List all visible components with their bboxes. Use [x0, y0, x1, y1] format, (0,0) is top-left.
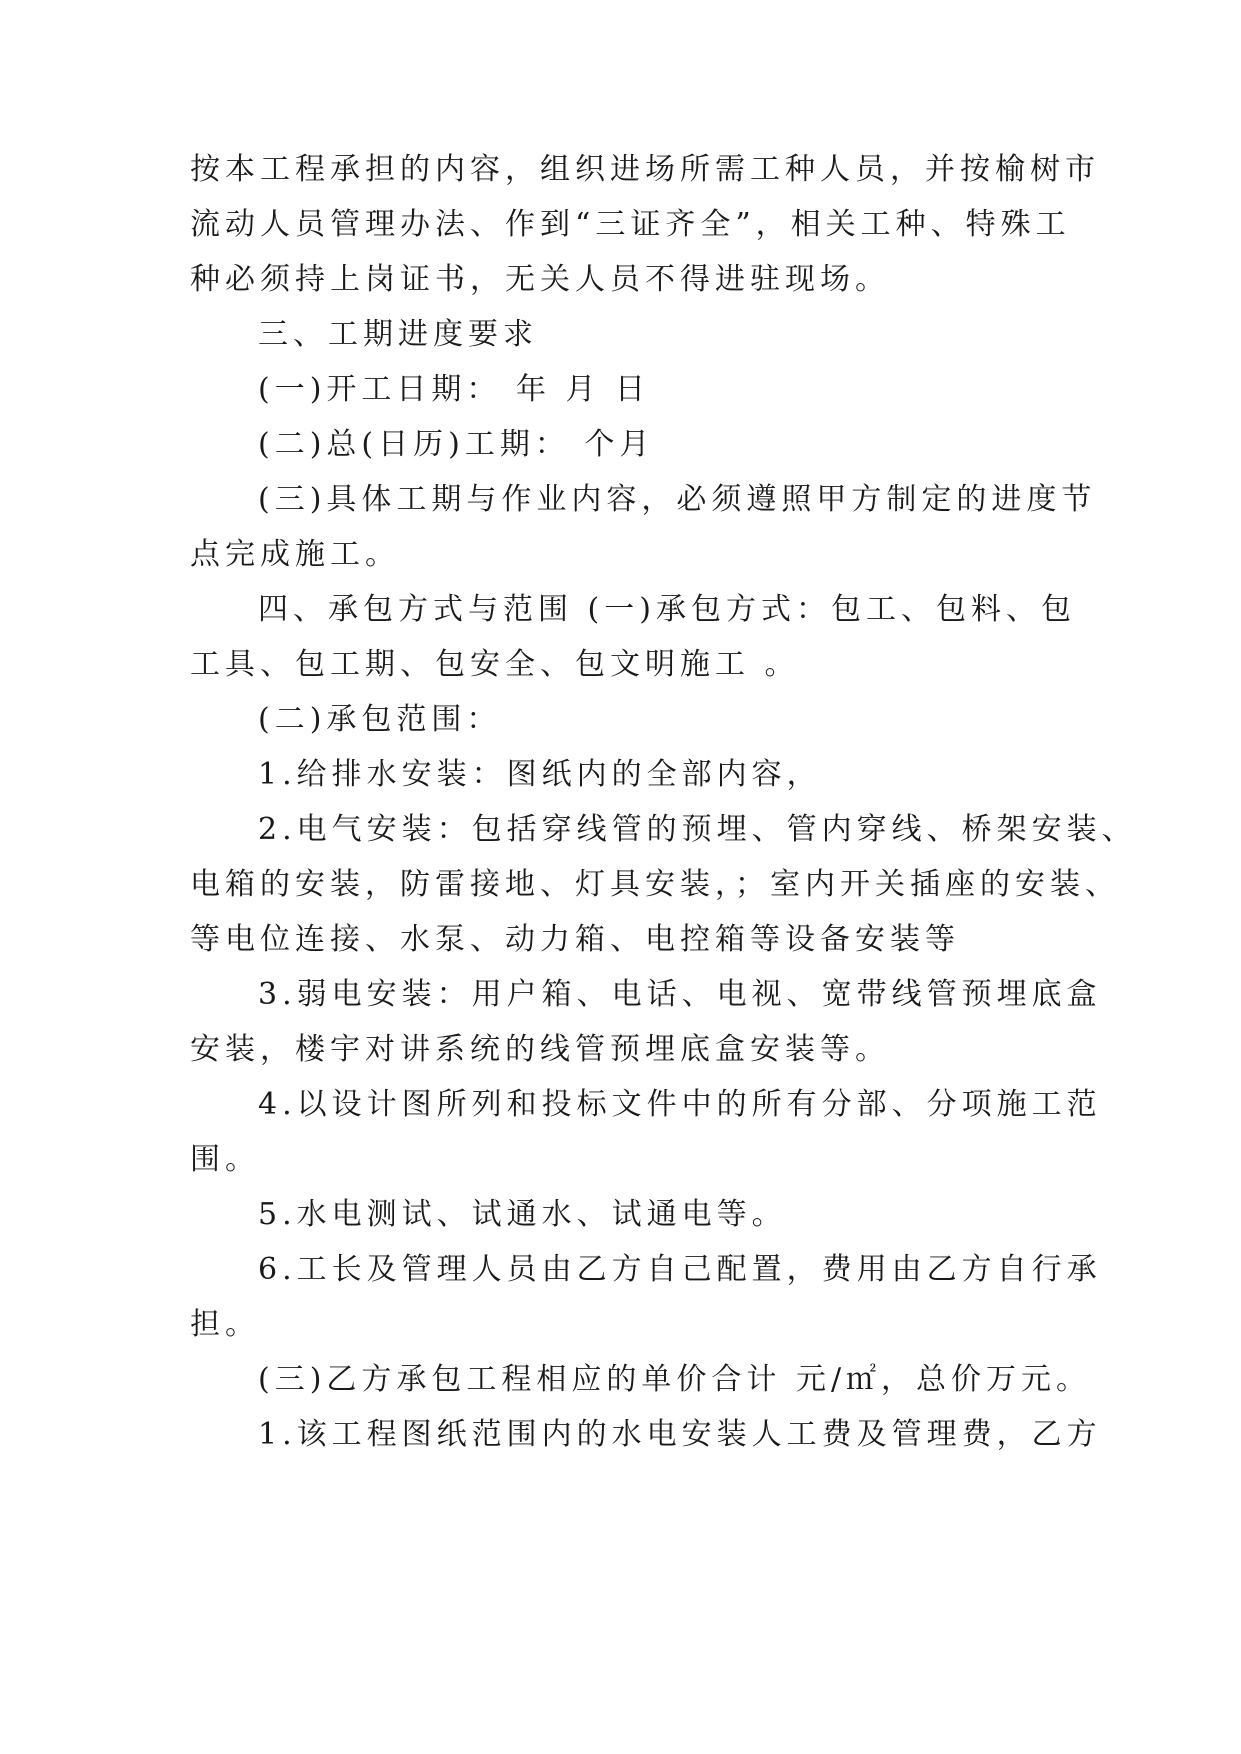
paragraph-line: 工具、包工期、包安全、包文明施工 。: [190, 647, 800, 682]
list-item: 2.电气安装：包括穿线管的预埋、管内穿线、桥架安装、: [258, 812, 1137, 847]
paragraph-line: (一)开工日期： 年 月 日: [258, 372, 651, 407]
list-item: 1.给排水安装：图纸内的全部内容，: [258, 757, 822, 792]
paragraph-line: 围。: [190, 1142, 260, 1177]
paragraph-line: (二)总(日历)工期： 个月: [258, 427, 655, 462]
list-item: 6.工长及管理人员由乙方自己配置，费用由乙方自行承: [258, 1252, 1102, 1287]
paragraph-line: (二)承包范围：: [258, 702, 502, 737]
paragraph-line: 安装，楼宇对讲系统的线管预埋底盒安装等。: [190, 1032, 890, 1067]
paragraph-line: 流动人员管理办法、作到“三证齐全”，相关工种、特殊工: [190, 207, 1071, 242]
paragraph-line: 种必须持上岗证书，无关人员不得进驻现场。: [190, 262, 890, 297]
paragraph-line: 担。: [190, 1307, 260, 1342]
paragraph-line: (三)具体工期与作业内容，必须遵照甲方制定的进度节: [258, 482, 1097, 517]
section-heading: 四、承包方式与范围 (一)承包方式：包工、包料、包: [258, 592, 1076, 627]
paragraph-line: 按本工程承担的内容，组织进场所需工种人员，并按榆树市: [190, 152, 1100, 187]
paragraph-line: 电箱的安装，防雷接地、灯具安装，；室内开关插座的安装、: [190, 867, 1120, 902]
section-heading: 三、工期进度要求: [258, 317, 538, 352]
list-item: 3.弱电安装：用户箱、电话、电视、宽带线管预埋底盒: [258, 977, 1102, 1012]
paragraph-line: 等电位连接、水泵、动力箱、电控箱等设备安装等: [190, 922, 960, 957]
paragraph-line: 点完成施工。: [190, 537, 400, 572]
list-item: 4.以设计图所列和投标文件中的所有分部、分项施工范: [258, 1087, 1102, 1122]
paragraph-line: (三)乙方承包工程相应的单价合计 元/㎡，总价万元。: [258, 1362, 1092, 1397]
list-item: 5.水电测试、试通水、试通电等。: [258, 1197, 787, 1232]
list-item: 1.该工程图纸范围内的水电安装人工费及管理费，乙方: [258, 1417, 1102, 1452]
